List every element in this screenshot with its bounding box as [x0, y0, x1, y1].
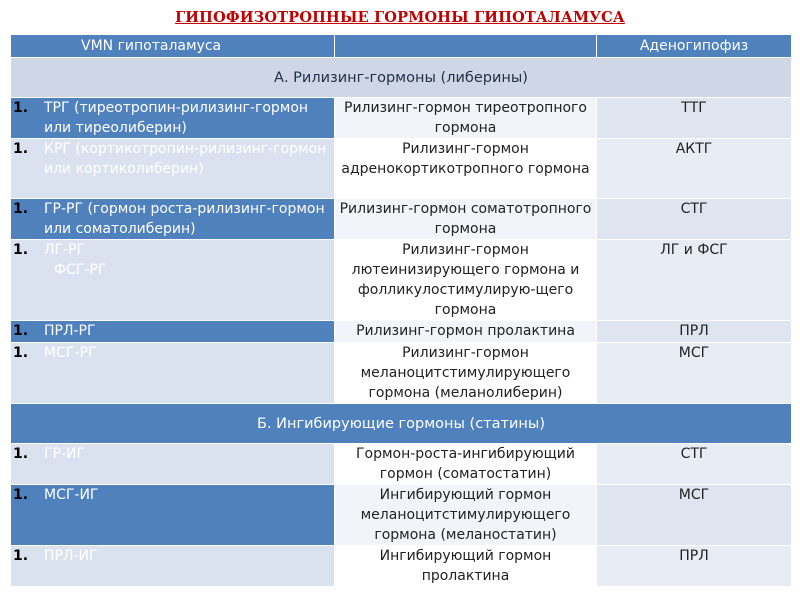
hormone-name-cell — [11, 240, 335, 321]
hormone-name: ЛГ-РГ — [44, 242, 86, 258]
table-row — [11, 321, 792, 343]
hormone-name-secondary: ФСГ-РГ — [54, 262, 107, 278]
hormones-table — [10, 34, 792, 587]
table-row — [11, 98, 792, 139]
target-hormone: ЛГ и ФСГ — [597, 240, 792, 321]
hormone-name: КРГ (кортикотропин-рилизинг-гормон или кортиколиберин) — [44, 141, 327, 177]
hormone-name: ПРЛ-ИГ — [44, 548, 98, 564]
hormone-name: МСГ-РГ — [44, 345, 97, 361]
row-number: 1. — [13, 242, 29, 258]
header-col-hypothalamus: VMN гипоталамуса — [11, 35, 335, 58]
table-row — [11, 485, 792, 546]
row-number: 1. — [13, 100, 29, 116]
target-hormone: ПРЛ — [597, 321, 792, 343]
page-title: ГИПОФИЗОТРОПНЫЕ ГОРМОНЫ ГИПОТАЛАМУСА — [175, 9, 625, 26]
hormone-description: Рилизинг-гормон соматотропного гормона — [335, 199, 597, 240]
hormone-name-cell — [11, 321, 335, 343]
row-number: 1. — [13, 141, 29, 157]
hormone-description: Рилизинг-гормон лютеинизирующего гормона и фолликулостимулирую-щего гормона — [335, 240, 597, 321]
target-hormone: ТТГ — [597, 98, 792, 139]
row-number: 1. — [13, 201, 29, 217]
hormone-description: Ингибирующий гормон меланоцитстимулирующего гормона (меланостатин) — [335, 485, 597, 546]
hormone-name: ГР-ИГ — [44, 446, 86, 462]
table-row — [11, 444, 792, 485]
hormone-description: Рилизинг-гормон тиреотропного гормона — [335, 98, 597, 139]
target-hormone: ПРЛ — [597, 546, 792, 587]
hormone-description: Гормон-роста-ингибирующий гормон (соматостатин) — [335, 444, 597, 485]
section-title-releasing: А. Рилизинг-гормоны (либерины) — [11, 58, 792, 98]
header-col-empty — [335, 35, 597, 58]
table-row — [11, 240, 792, 321]
hormone-name: МСГ-ИГ — [44, 487, 99, 503]
hormone-name: ПРЛ-РГ — [44, 323, 96, 339]
hormone-name: ГР-РГ (гормон роста-рилизинг-гормон или соматолиберин) — [44, 201, 325, 237]
section-row-inhibiting — [11, 404, 792, 444]
hormone-name-cell — [11, 98, 335, 139]
section-title-inhibiting: Б. Ингибирующие гормоны (статины) — [11, 404, 792, 444]
hormone-name-cell — [11, 343, 335, 404]
row-number: 1. — [13, 323, 29, 339]
hormone-description: Рилизинг-гормон меланоцитстимулирующего гормона (меланолиберин) — [335, 343, 597, 404]
target-hormone: СТГ — [597, 199, 792, 240]
row-number: 1. — [13, 548, 29, 564]
row-number: 1. — [13, 446, 29, 462]
target-hormone: АКТГ — [597, 139, 792, 199]
table-header — [11, 35, 792, 58]
target-hormone: МСГ — [597, 343, 792, 404]
hormone-description: Рилизинг-гормон пролактина — [335, 321, 597, 343]
header-col-adenohypophysis: Аденогипофиз — [597, 35, 792, 58]
hormone-name-cell — [11, 199, 335, 240]
table-row — [11, 199, 792, 240]
section-row-releasing — [11, 58, 792, 98]
hormone-description: Рилизинг-гормон адренокортикотропного гормона — [335, 139, 597, 199]
row-number: 1. — [13, 345, 29, 361]
table-row — [11, 546, 792, 587]
target-hormone: МСГ — [597, 485, 792, 546]
table-row — [11, 343, 792, 404]
target-hormone: СТГ — [597, 444, 792, 485]
hormone-name-cell — [11, 485, 335, 546]
table-row — [11, 139, 792, 199]
hormone-name-cell — [11, 139, 335, 199]
hormone-name-cell — [11, 546, 335, 587]
hormone-name: ТРГ (тиреотропин-рилизинг-гормон или тиреолиберин) — [44, 100, 309, 136]
row-number: 1. — [13, 487, 29, 503]
hormone-name-cell — [11, 444, 335, 485]
hormone-description: Ингибирующий гормон пролактина — [335, 546, 597, 587]
